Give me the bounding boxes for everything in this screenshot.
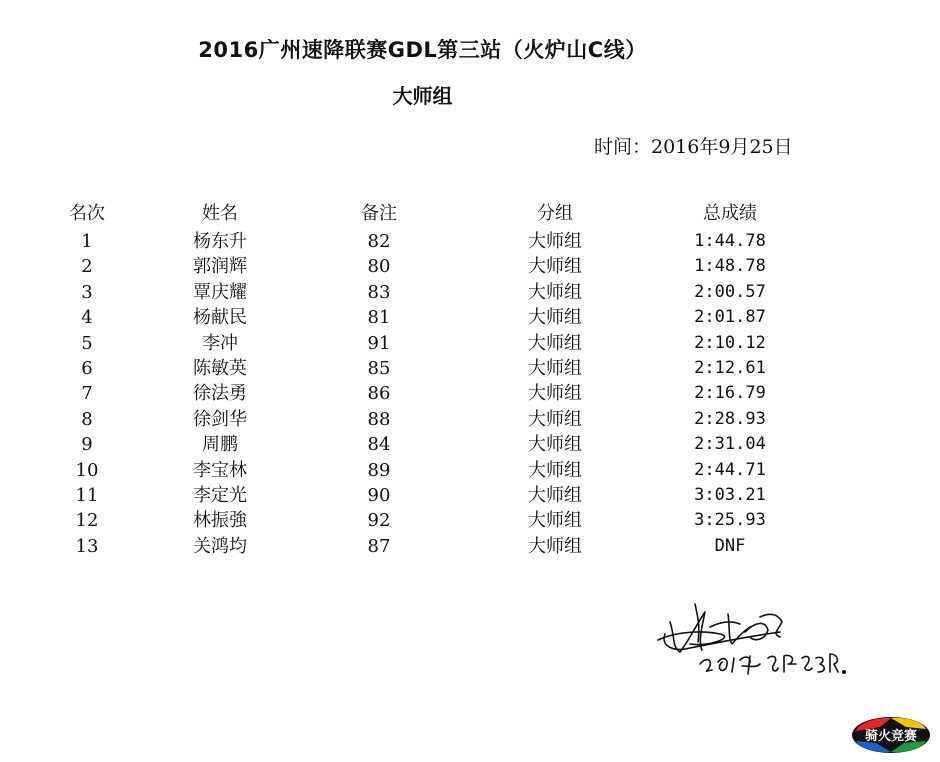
header-total: 总成绩 (703, 203, 757, 224)
note-cell: 84 (367, 434, 391, 456)
watermark-text: 骑火竞赛 (864, 729, 918, 744)
total-cell: 1:44.78 (694, 231, 766, 251)
group-cell: 大师组 (528, 357, 582, 379)
rank-cell: 8 (81, 408, 93, 430)
note-cell: 82 (367, 231, 391, 252)
handwritten-signature (650, 592, 870, 682)
note-cell: 89 (367, 459, 391, 481)
rank-cell: 5 (81, 332, 93, 354)
date-line: 时间：2016年9月25日 (594, 136, 793, 158)
name-column (180, 229, 260, 559)
name-cell: 郭润辉 (193, 256, 247, 278)
total-cell: 2:12.61 (694, 357, 766, 378)
rank-cell: 12 (75, 510, 99, 532)
document-subtitle: 大师组 (392, 84, 453, 108)
name-cell: 杨献民 (193, 307, 247, 329)
rank-cell: 1 (81, 231, 93, 252)
total-cell: 2:31.04 (694, 434, 766, 455)
group-cell: 大师组 (528, 307, 582, 329)
name-cell: 陈敏英 (193, 357, 247, 379)
group-cell: 大师组 (528, 459, 582, 481)
group-cell: 大师组 (528, 256, 582, 278)
note-cell: 91 (367, 332, 391, 354)
rank-cell: 4 (81, 307, 93, 329)
header-note: 备注 (361, 203, 397, 224)
name-cell: 徐剑华 (193, 408, 247, 430)
group-cell: 大师组 (528, 535, 582, 557)
group-cell: 大师组 (528, 281, 582, 303)
group-cell: 大师组 (528, 231, 582, 252)
group-cell: 大师组 (528, 484, 582, 506)
total-column (680, 229, 780, 559)
note-cell: 83 (367, 281, 391, 303)
watermark-logo (850, 715, 932, 755)
rank-cell: 6 (81, 357, 93, 379)
rank-cell: 3 (81, 281, 93, 303)
name-cell: 徐法勇 (193, 383, 247, 405)
group-cell: 大师组 (528, 510, 582, 532)
header-group: 分组 (537, 203, 573, 224)
note-cell: 90 (367, 484, 391, 506)
name-cell: 林振強 (193, 510, 247, 532)
note-cell: 80 (367, 256, 391, 278)
rank-cell: 9 (81, 434, 93, 456)
rank-cell: 7 (81, 383, 93, 405)
note-cell: 92 (367, 510, 391, 532)
total-cell: 2:16.79 (694, 383, 766, 404)
name-cell: 李定光 (193, 484, 247, 506)
total-cell: 2:28.93 (694, 408, 766, 429)
rank-cell: 10 (75, 459, 99, 481)
note-cell: 85 (367, 357, 391, 379)
header-name: 姓名 (202, 203, 238, 224)
name-cell: 杨东升 (193, 231, 247, 252)
rank-cell: 13 (75, 535, 99, 557)
name-cell: 李冲 (202, 332, 238, 354)
group-column (520, 229, 590, 559)
total-cell: 3:25.93 (694, 510, 766, 531)
note-cell: 81 (367, 307, 391, 329)
group-cell: 大师组 (528, 434, 582, 456)
group-cell: 大师组 (528, 383, 582, 405)
name-cell: 周鹏 (202, 434, 238, 456)
total-cell: DNF (714, 535, 746, 556)
name-cell: 关鸿均 (193, 535, 247, 557)
total-cell: 2:00.57 (694, 281, 766, 302)
total-cell: 2:01.87 (694, 307, 766, 328)
document-title: 2016广州速降联赛GDL第三站（火炉山C线） (198, 38, 647, 62)
total-cell: 1:48.78 (694, 256, 766, 277)
header-rank: 名次 (69, 203, 105, 224)
note-cell: 88 (367, 408, 391, 430)
group-cell: 大师组 (528, 408, 582, 430)
note-column (364, 229, 394, 559)
rank-cell: 2 (81, 256, 93, 278)
total-cell: 2:44.71 (694, 459, 766, 480)
name-cell: 覃庆耀 (193, 281, 247, 303)
total-cell: 2:10.12 (694, 332, 766, 353)
group-cell: 大师组 (528, 332, 582, 354)
rank-cell: 11 (75, 484, 99, 506)
note-cell: 86 (367, 383, 391, 405)
note-cell: 87 (367, 535, 391, 557)
total-cell: 3:03.21 (694, 484, 766, 505)
rank-column (72, 229, 102, 559)
name-cell: 李宝林 (193, 459, 247, 481)
